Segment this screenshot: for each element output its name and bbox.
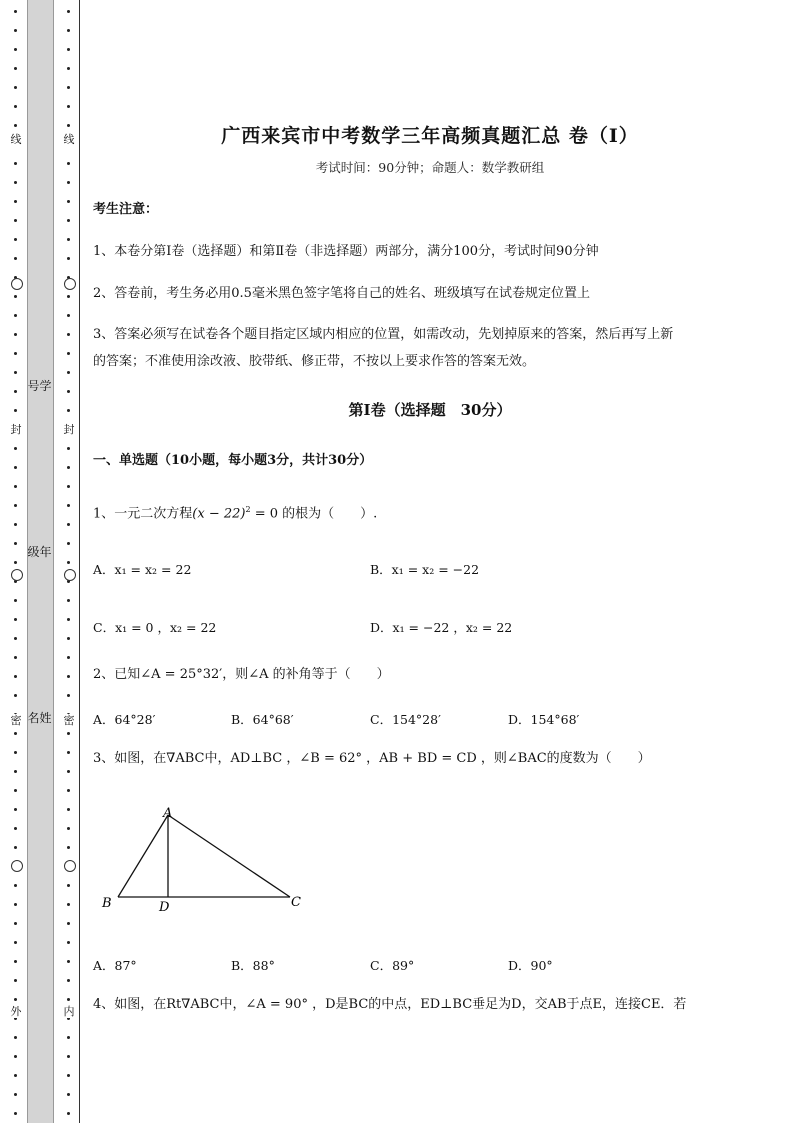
vertex-label-b: B — [102, 896, 112, 911]
q2-option-c[interactable]: C．154°28′ — [370, 712, 441, 727]
margin-dot — [67, 827, 70, 830]
margin-dot — [67, 846, 70, 849]
margin-dot — [67, 523, 70, 526]
student-id-field-label — [27, 376, 52, 396]
q1-equation: (x − 22) — [192, 506, 246, 522]
margin-dot — [14, 10, 17, 13]
q3-option-d[interactable]: D．90° — [508, 958, 553, 973]
margin-dot — [67, 998, 70, 1001]
margin-dot — [67, 181, 70, 184]
margin-dot — [14, 789, 17, 792]
q3-option-c[interactable]: C．89° — [370, 958, 415, 973]
margin-dot — [14, 884, 17, 887]
margin-dot — [14, 295, 17, 298]
margin-dot — [14, 542, 17, 545]
margin-dot — [67, 732, 70, 735]
margin-dot — [67, 542, 70, 545]
margin-dot — [14, 1055, 17, 1058]
margin-dot — [67, 903, 70, 906]
margin-dot — [14, 751, 17, 754]
margin-dot — [14, 1036, 17, 1039]
margin-dot — [14, 523, 17, 526]
margin-dot — [67, 979, 70, 982]
margin-dot — [14, 922, 17, 925]
margin-dot — [67, 105, 70, 108]
exam-title: 广西来宾市中考数学三年高频真题汇总 卷（Ⅰ） — [221, 125, 639, 147]
margin-dot — [14, 257, 17, 260]
outer-circle — [11, 860, 23, 872]
margin-dot — [14, 447, 17, 450]
inner-label-xian: 线 — [63, 133, 75, 146]
margin-dot — [67, 314, 70, 317]
margin-dot — [67, 922, 70, 925]
margin-dot — [14, 409, 17, 412]
q2-option-b[interactable]: B．64°68′ — [231, 712, 294, 727]
q3-option-a[interactable]: A．87° — [93, 958, 137, 973]
margin-dot — [67, 694, 70, 697]
margin-dot — [14, 48, 17, 51]
margin-dot — [67, 675, 70, 678]
q2-option-d[interactable]: D．154°68′ — [508, 712, 580, 727]
grade-field-label — [27, 542, 52, 562]
outer-label-xian: 线 — [10, 133, 22, 146]
notice-item-2: 2、答卷前，考生务必用0.5毫米黑色签字笔将自己的姓名、班级填写在试卷规定位置上 — [93, 286, 590, 301]
margin-dot — [14, 181, 17, 184]
margin-dot — [14, 827, 17, 830]
q1-option-b[interactable]: B．x₁ = x₂ = −22 — [370, 562, 480, 577]
margin-dot — [67, 86, 70, 89]
outer-label-wai: 外 — [10, 1005, 22, 1018]
q1-stem-text: 1、一元二次方程 — [93, 506, 193, 522]
margin-dot — [14, 941, 17, 944]
q2-option-a[interactable]: A．64°28′ — [93, 712, 156, 727]
inner-dotted-line — [63, 0, 75, 1123]
margin-dot — [67, 1093, 70, 1096]
q1-option-a[interactable]: A．x₁ = x₂ = 22 — [93, 562, 192, 577]
margin-dot — [14, 998, 17, 1001]
question-1-stem — [93, 496, 377, 527]
margin-dot — [14, 599, 17, 602]
notice-item-1: 1、本卷分第I卷（选择题）和第Ⅱ卷（非选择题）两部分，满分100分，考试时间90分钟 — [93, 244, 599, 259]
margin-dot — [67, 29, 70, 32]
margin-dot — [67, 352, 70, 355]
margin-dot — [14, 86, 17, 89]
margin-dot — [67, 884, 70, 887]
margin-dot — [14, 903, 17, 906]
margin-dot — [67, 1112, 70, 1115]
margin-dot — [14, 618, 17, 621]
margin-dot — [14, 960, 17, 963]
q1-option-d[interactable]: D．x₁ = −22 ，x₂ = 22 — [370, 620, 513, 635]
outer-circle — [11, 278, 23, 290]
margin-dot — [67, 447, 70, 450]
margin-dot — [67, 295, 70, 298]
margin-dot — [14, 979, 17, 982]
margin-dot — [67, 48, 70, 51]
margin-dot — [14, 371, 17, 374]
margin-dot — [14, 124, 17, 127]
margin-dot — [67, 124, 70, 127]
margin-dot — [67, 504, 70, 507]
margin-dot — [14, 238, 17, 241]
margin-dot — [67, 770, 70, 773]
margin-dot — [67, 561, 70, 564]
segment-ac — [168, 815, 290, 897]
margin-dot — [67, 257, 70, 260]
margin-dot — [67, 1055, 70, 1058]
margin-dot — [14, 504, 17, 507]
margin-dot — [67, 1036, 70, 1039]
margin-dot — [14, 162, 17, 165]
margin-dot — [67, 466, 70, 469]
vertex-label-a: A — [163, 806, 173, 821]
margin-dot — [14, 29, 17, 32]
margin-dot — [14, 732, 17, 735]
margin-dot — [67, 10, 70, 13]
outer-label-mi: 密 — [10, 714, 22, 727]
margin-dot — [67, 162, 70, 165]
margin-dot — [67, 618, 70, 621]
notice-heading: 考生注意： — [93, 202, 159, 217]
margin-dot — [67, 960, 70, 963]
margin-dot — [14, 846, 17, 849]
margin-dot — [67, 238, 70, 241]
margin-dot — [14, 808, 17, 811]
inner-circle — [64, 278, 76, 290]
exam-subtitle: 考试时间：90分钟；命题人：数学教研组 — [315, 160, 545, 175]
margin-dot — [67, 67, 70, 70]
margin-dot — [14, 1093, 17, 1096]
margin-dot — [67, 637, 70, 640]
margin-dot — [67, 371, 70, 374]
question-2-stem: 2、已知∠A = 25°32′，则∠A 的补角等于（ ） — [93, 667, 390, 682]
margin-dot — [67, 1074, 70, 1077]
margin-dot — [14, 694, 17, 697]
margin-dot — [67, 333, 70, 336]
margin-dot — [67, 941, 70, 944]
margin-dot — [67, 751, 70, 754]
part-heading: 一、单选题（10小题，每小题3分，共计30分） — [93, 453, 373, 468]
name-field-label — [27, 708, 52, 728]
vertex-label-c: C — [291, 895, 301, 910]
field-label-text: 名姓 — [27, 711, 52, 725]
inner-label-feng: 封 — [63, 423, 75, 436]
margin-dot — [14, 770, 17, 773]
margin-dot — [67, 599, 70, 602]
question-4-stem: 4、如图，在Rt∇ABC中，∠A = 90° ，D是BC的中点，ED⊥BC垂足为D，交AB于点E，连接CE．若 — [93, 997, 687, 1012]
field-label-text: 级年 — [27, 545, 52, 559]
margin-dot — [14, 105, 17, 108]
margin-dot — [14, 314, 17, 317]
q1-option-c[interactable]: C．x₁ = 0 ，x₂ = 22 — [93, 620, 217, 635]
field-label-text: 号学 — [27, 379, 52, 393]
triangle-diagram — [95, 800, 315, 918]
q1-exponent: 2 — [245, 505, 251, 514]
inner-label-nei: 内 — [63, 1005, 75, 1018]
margin-dot — [67, 200, 70, 203]
margin-dot — [14, 637, 17, 640]
margin-dot — [67, 409, 70, 412]
margin-dot — [14, 466, 17, 469]
margin-dot — [67, 789, 70, 792]
inner-circle — [64, 569, 76, 581]
margin-dot — [14, 656, 17, 659]
margin-dot — [14, 200, 17, 203]
margin-dot — [14, 333, 17, 336]
margin-dot — [14, 675, 17, 678]
margin-dot — [67, 485, 70, 488]
margin-dot — [14, 219, 17, 222]
margin-rule — [79, 0, 80, 1123]
margin-dot — [67, 656, 70, 659]
margin-dot — [14, 485, 17, 488]
inner-label-mi: 密 — [63, 714, 75, 727]
margin-dot — [67, 219, 70, 222]
notice-item-3-cont: 的答案；不准使用涂改液、胶带纸、修正带，不按以上要求作答的答案无效。 — [93, 354, 536, 369]
margin-dot — [14, 1074, 17, 1077]
question-3-stem: 3、如图，在∇ABC中，AD⊥BC ，∠B = 62° ，AB + BD = CD ，则∠BAC的度数为（ ） — [93, 751, 651, 766]
outer-dotted-line — [10, 0, 22, 1123]
inner-circle — [64, 860, 76, 872]
segment-ab — [118, 815, 168, 897]
notice-item-3: 3、答案必须写在试卷各个题目指定区域内相应的位置，如需改动，先划掉原来的答案，然后再写上新 — [93, 327, 674, 342]
margin-dot — [14, 561, 17, 564]
q1-stem-tail: = 0 的根为（ ）. — [250, 506, 378, 522]
margin-dot — [67, 390, 70, 393]
outer-circle — [11, 569, 23, 581]
margin-dot — [14, 1112, 17, 1115]
margin-dot — [14, 67, 17, 70]
section-title: 第I卷（选择题 30分） — [348, 401, 512, 419]
vertex-label-d: D — [159, 900, 170, 915]
margin-dot — [14, 390, 17, 393]
outer-label-feng: 封 — [10, 423, 22, 436]
margin-dot — [67, 808, 70, 811]
q3-option-b[interactable]: B．88° — [231, 958, 275, 973]
margin-dot — [14, 352, 17, 355]
